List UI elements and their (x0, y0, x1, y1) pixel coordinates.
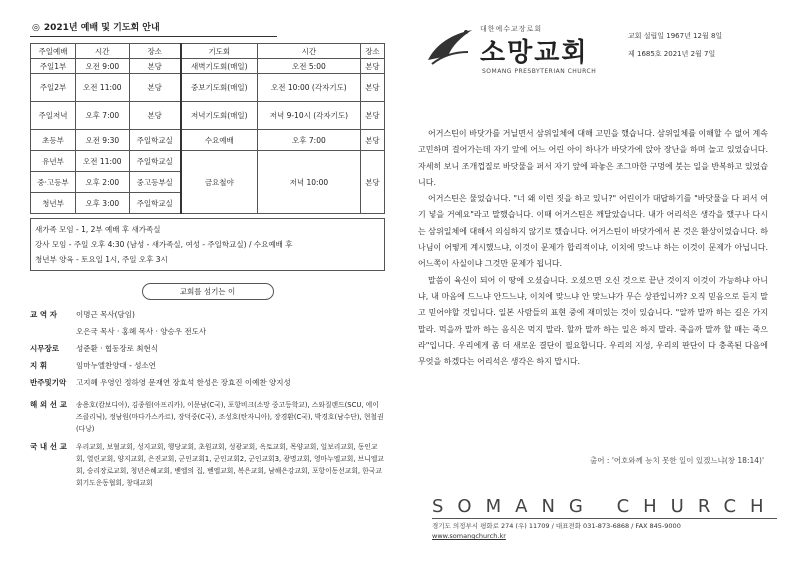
table-cell: 본당 (360, 74, 384, 102)
table-cell: 주일학교실 (129, 130, 181, 151)
denomination-text: 대한예수교장로회 (480, 25, 543, 33)
staff-value: 성준환 · 협동장로 최현식 (76, 344, 158, 353)
table-cell: 오후 7:00 (257, 130, 360, 151)
staff-label: 지 휘 (30, 361, 48, 370)
dove-logo-icon (422, 20, 478, 76)
church-header (410, 18, 780, 80)
table-cell: 본당 (360, 151, 384, 214)
table-cell: 수요예배 (181, 130, 258, 151)
table-cell: 오전 10:00 (각자기도) (257, 74, 360, 102)
table-cell: 금요철야 (181, 151, 258, 214)
table-cell: 저녁 9-10시 (각자기도) (257, 102, 360, 130)
left-panel (30, 18, 385, 489)
bullet-icon: ◎ (32, 23, 40, 33)
table-cell: 주일2부 (31, 74, 76, 102)
address-text: 경기도 의정부시 평화로 274 (우) 11709 / 대표전화 031-873-6868 / FAX 845-9000 (432, 522, 681, 530)
table-cell: 오후 7:00 (75, 102, 129, 130)
staff-list (30, 306, 385, 391)
header-cell: 시간 (257, 44, 360, 59)
header-cell: 시간 (75, 44, 129, 59)
table-cell: 본당 (129, 59, 181, 74)
header-cell: 장소 (360, 44, 384, 59)
schedule-title: ◎ 2021년 예배 및 기도회 안내 (30, 18, 277, 37)
table-cell: 오전 11:00 (75, 151, 129, 172)
table-cell: 본당 (129, 102, 181, 130)
table-cell: 중고등부실 (129, 172, 181, 193)
staff-value: 임마누엘찬양대 - 성소연 (76, 361, 156, 370)
mission-label: 국 내 선 교 (30, 442, 67, 451)
note-line: 새가족 모임 - 1, 2부 예배 후 새가족실 (35, 225, 161, 234)
table-cell: 저녁기도회(매일) (181, 102, 258, 130)
missions-list (30, 399, 385, 489)
table-cell: 본당 (129, 74, 181, 102)
staff-value: 오은국 목사 · 홍혜 목사 · 양승우 전도사 (76, 327, 207, 336)
right-panel (410, 18, 780, 540)
table-cell: 유년부 (31, 151, 76, 172)
table-cell: 중보기도회(매일) (181, 74, 258, 102)
table-cell: 주일학교실 (129, 151, 181, 172)
church-address (432, 521, 681, 541)
sermon-paragraph: 말씀이 육신이 되어 이 땅에 오셨습니다. 오셨으면 오신 것으로 끝난 것이지 이것이 가능하냐 아니냐, 내 마음에 드느냐 안드느냐, 이치에 맞느냐 안 맞느냐가 무슨 상관입니까? 오직 믿음으로 듣지 말고 믿어야할 것입니다. 일본 사람들의 표현 중에 재미있는 것이 있습니다. "알까 말까 하는 길은 가지 말라. 먹을까 말까 하는 음식은 먹지 말라. 할까 말까 하는 일은 하지 말라. 죽을까 말까 할 때는 죽으라"입니다. 우리에게 좀 더 새로운 결단이 필요합니다. 우리의 지성, 우리의 판단이 다 충족된 다음에 무엇을 하겠다는 어리석은 생각은 하지 맙시다. (418, 275, 768, 367)
founded-date: 교회 설립일 1967년 12월 8일 (628, 32, 723, 40)
sermon-paragraph: 어거스틴이 바닷가를 거닐면서 삼위일체에 대해 고민을 했습니다. 삼위일체를 이해할 수 없어 계속 고민하며 걸어가는데 자기 앞에 어느 어린 아이 하나가 바닷가에 앉아 장난을 하며 놀고 있었습니다. 자세히 보니 조개껍질로 바닷물을 퍼서 자기 앞에 파놓은 조그마한 구멍에 붓는 일을 반복하고 있었습니다. (418, 129, 768, 187)
staff-label: 교 역 자 (30, 310, 57, 319)
table-cell: 오전 9:30 (75, 130, 129, 151)
note-line: 청년부 양육 - 토요일 1시, 주일 오후 3시 (35, 255, 168, 264)
staff-label: 반주및기악 (30, 378, 67, 387)
table-cell: 새벽기도회(매일) (181, 59, 258, 74)
table-cell: 본당 (360, 59, 384, 74)
table-cell: 초등부 (31, 130, 76, 151)
staff-title: 교회를 섬기는 이 (142, 283, 274, 300)
table-cell: 본당 (360, 130, 384, 151)
table-cell: 중·고등부 (31, 172, 76, 193)
table-cell: 청년부 (31, 193, 76, 214)
header-cell: 장소 (129, 44, 181, 59)
staff-value: 이명근 목사(담임) (76, 310, 135, 319)
staff-value: 고지혜 우영인 정하영 문재연 장효석 한성은 장효진 이예찬 양지성 (76, 378, 291, 387)
table-cell: 주일1부 (31, 59, 76, 74)
header-cell: 주일예배 (31, 44, 76, 59)
church-brand: SOMANG CHURCH (432, 496, 778, 517)
table-cell: 오후 2:00 (75, 172, 129, 193)
table-cell: 오전 11:00 (75, 74, 129, 102)
mission-value: 우리교회, 보혈교회, 성지교회, 행당교회, 초원교회, 성광교회, 옥토교회, 목양교회, 일보리교회, 동인교회, 열린교회, 양지교회, 은진교회, 군인교회1, 군인교회2, 군인교회3, 광명교회, 영마누엘교회, 브니엘교회, 승리장로교회, 청년은혜교회, 벧엘의 집, 벧엘교회, 복은교회, 남해은강교회, 포항이동선교회, 한국교회기도운동협회, 창대교회 (76, 443, 384, 487)
issue-number: 제 1685호 2021년 2월 7일 (628, 50, 716, 58)
schedule-table (30, 43, 385, 214)
mission-label: 해 외 선 교 (30, 400, 67, 409)
divider (432, 518, 777, 519)
table-cell: 저녁 10:00 (257, 151, 360, 214)
sermon-text (410, 126, 780, 370)
sermon-source: 출어 : '어호와께 능치 못한 일이 있겠느냐(창 18:14)' (590, 456, 764, 465)
header-cell: 기도회 (181, 44, 258, 59)
church-name: 소망교회 (480, 38, 589, 68)
website-link[interactable]: www.somangchurch.kr (432, 532, 506, 540)
church-english-name: SOMANG PRESBYTERIAN CHURCH (482, 68, 597, 75)
mission-value: 송용호(캄보디아), 김종원(아프리카), 이문남(C국), 포항비크(소망 중고등학교), 스와질랜드(SCU, 에이즈클리닉), 정남원(마다가스카르), 장덕중(C국), 조성호(탄자니아), 장경환(C국), 박경호(남수단), 현철권(다낭) (76, 401, 384, 433)
table-cell: 오후 3:00 (75, 193, 129, 214)
sermon-paragraph: 어거스틴은 물었습니다. "너 왜 이런 짓을 하고 있니?" 어린이가 대답하기를 "바닷물을 다 퍼서 여기 넣을 거예요"라고 말했습니다. 이때 어거스틴은 깨달았습니다. 내가 어리석은 생각을 했구나 다시는 삼위일체에 대해서 의심하지 않기로 했습니다. 어거스틴이 바닷가에서 본 것은 환상이었습니다. 하나님이 어떻게 계시했느냐, 이것이 문제가 합리적이냐, 이치에 맞느냐 하는 이것이 문제가 아닙니다. 어느쪽이 사실이냐 그것만 문제가 됩니다. (418, 194, 768, 269)
note-line: 강사 모임 - 주일 오후 4:30 (남성 - 새가족실, 여성 - 주일학교실) / 수요예배 후 (35, 240, 293, 249)
table-cell: 오전 5:00 (257, 59, 360, 74)
table-cell: 주일학교실 (129, 193, 181, 214)
staff-label: 시무장로 (30, 344, 59, 353)
table-cell: 오전 9:00 (75, 59, 129, 74)
table-cell: 본당 (360, 102, 384, 130)
bulletin-meta (628, 27, 722, 63)
meeting-notes (30, 218, 385, 271)
table-cell: 주일저녁 (31, 102, 76, 130)
